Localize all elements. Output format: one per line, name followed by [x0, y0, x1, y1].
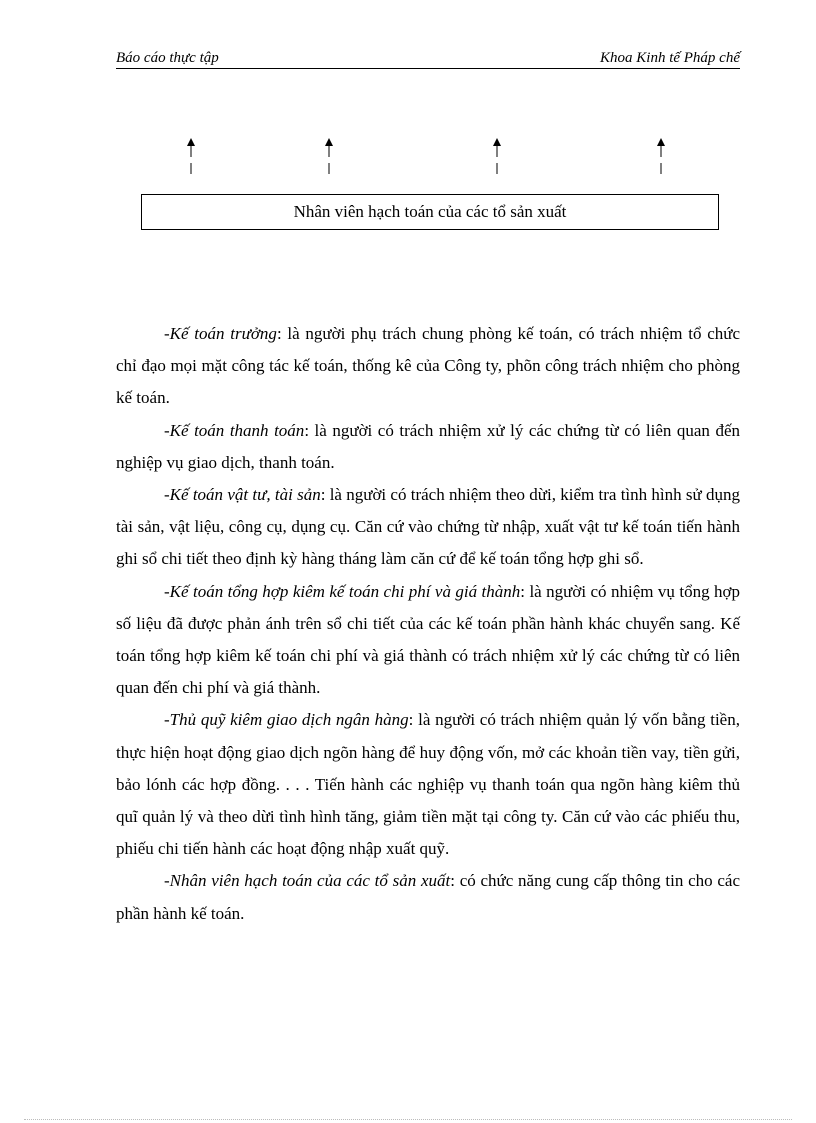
up-arrow-icon	[492, 136, 502, 176]
header-right-title: Khoa Kinh tế Pháp chế	[600, 50, 740, 66]
page-bottom-divider	[24, 1119, 792, 1120]
term: Kế toán vật tư, tài sản	[169, 485, 321, 505]
paragraph-text: : là người có trách nhiệm quản lý vốn bằng tiền, thực hiện hoạt động giao dịch ngõn hàng để huy động vốn, mở các khoản tiền vay, tiền gửi, bảo lónh các hợp đồng. . . . Tiến hành các nghiệp vụ thanh toán qua ngõn hàng kiêm thủ quĩ quản lý và theo dừi tình hình tăng, giảm tiền mặt tại công ty. Căn cứ vào các phiếu thu, phiếu chi tiến hành các hoạt động nhập xuất quỹ.	[116, 710, 740, 859]
term: Thủ quỹ kiêm giao dịch ngân hàng	[169, 710, 409, 730]
paragraph	[116, 318, 740, 415]
paragraph	[116, 865, 740, 929]
dash: -	[164, 871, 170, 891]
paragraph	[116, 704, 740, 865]
body-text	[116, 318, 740, 930]
paragraph	[116, 479, 740, 576]
header-left-title: Báo cáo thực tập	[116, 50, 219, 66]
term: Kế toán trưởng	[169, 324, 277, 343]
up-arrow-icon	[656, 136, 666, 176]
page-header	[116, 48, 740, 69]
paragraph-text: : có chức năng cung cấp thông tin cho các phần hành kế toán.	[116, 871, 740, 923]
dash: -	[164, 485, 170, 505]
diagram-box: Nhân viên hạch toán của các tổ sản xuất	[141, 194, 719, 230]
paragraph-text: : là người có trách nhiệm theo dừi, kiểm tra tình hình sử dụng tài sản, vật liệu, công cụ, dụng cụ. Căn cứ vào chứng từ nhập, xuất vật tư kế toán tiến hành ghi sổ chi tiết theo định kỳ hàng tháng làm căn cứ để kế toán tổng hợp ghi sổ.	[116, 485, 740, 569]
dash: -	[164, 420, 170, 440]
paragraph-text: : là người có nhiệm vụ tổng hợp số liệu đã được phản ánh trên sổ chi tiết của các kế toán phần hành khác chuyển sang. Kế toán tổng hợp kiêm kế toán chi phí và giá thành có trách nhiệm xử lý các chứng từ có liên quan đến chi phí và giá thành.	[116, 581, 741, 698]
term: Nhân viên hạch toán của các tổ sản xuất	[169, 871, 451, 891]
dash: -	[164, 710, 170, 730]
term: Kế toán thanh toán	[169, 420, 305, 440]
paragraph-text: : là người có trách nhiệm xử lý các chứng từ có liên quan đến nghiệp vụ giao dịch, thanh toán.	[116, 420, 741, 472]
term: Kế toán tổng hợp kiêm kế toán chi phí và giá thành	[169, 581, 521, 601]
paragraph-text: : là người phụ trách chung phòng kế toán, có trách nhiệm tổ chức chỉ đạo mọi mặt công tác kế toán, thống kê của Công ty, phõn công trách nhiệm cho phòng kế toán.	[116, 324, 741, 408]
dash: -	[164, 324, 170, 343]
paragraph	[116, 576, 740, 705]
dash: -	[164, 581, 170, 601]
paragraph	[116, 415, 740, 479]
up-arrow-icon	[324, 136, 334, 176]
up-arrow-icon	[186, 136, 196, 176]
